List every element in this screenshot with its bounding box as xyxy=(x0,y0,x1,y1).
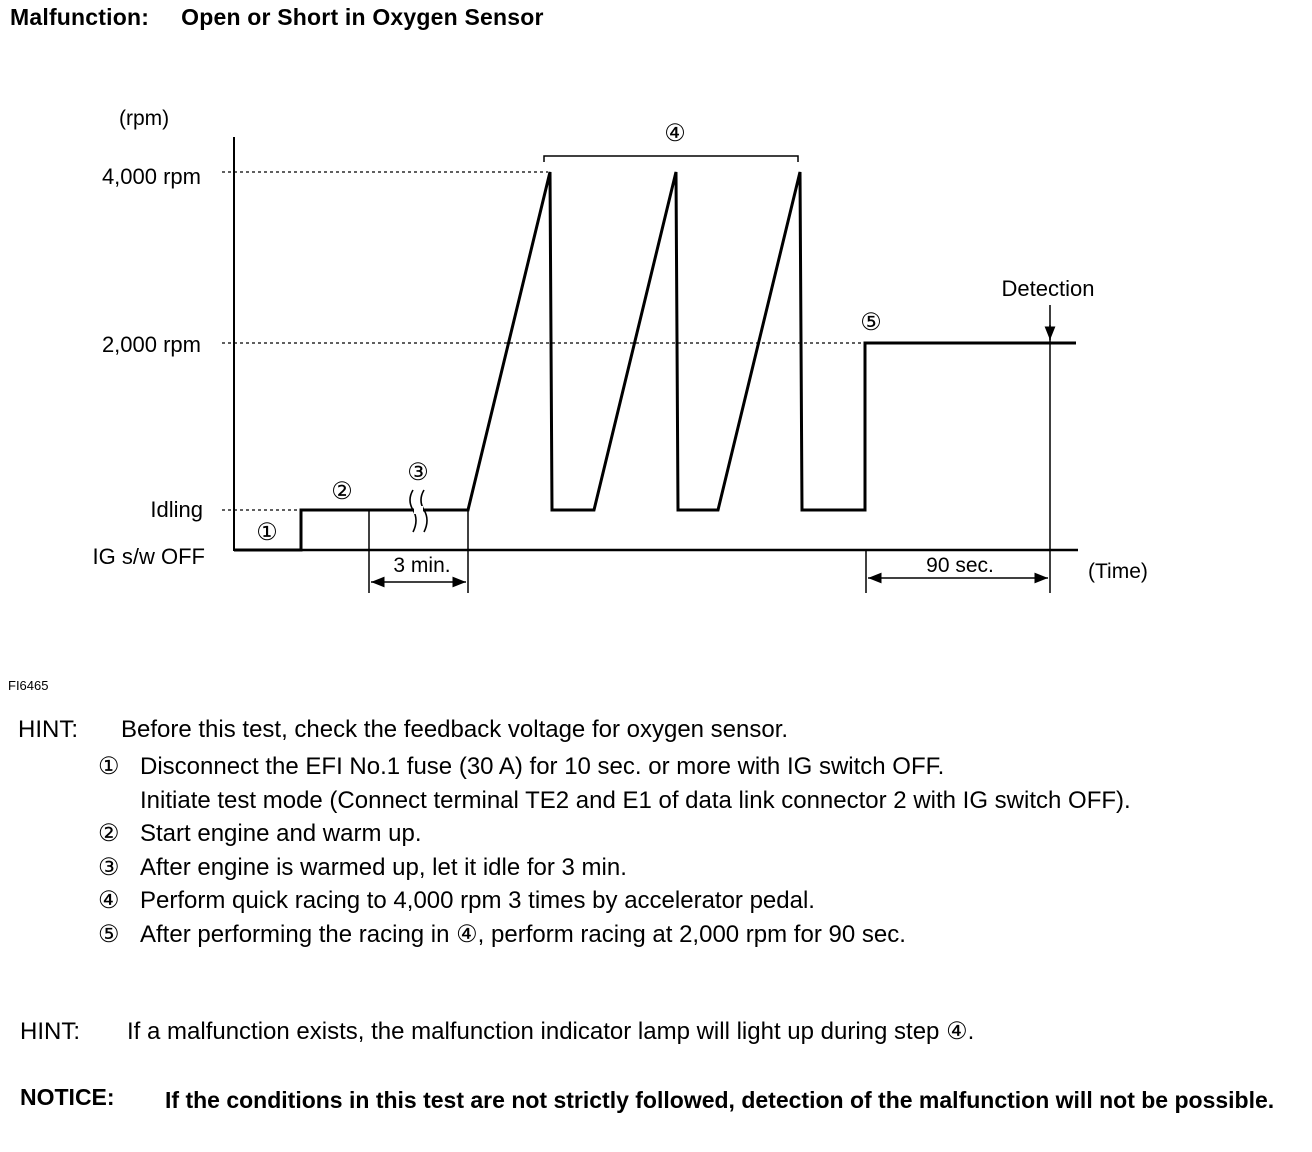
hint-2-label: HINT: xyxy=(20,1018,80,1045)
step-item-4 xyxy=(98,884,1298,918)
step-marker-2: ② xyxy=(331,478,353,505)
step-item-2 xyxy=(98,817,1298,851)
step-number: ② xyxy=(98,820,120,848)
rpm-profile-line xyxy=(234,172,1076,550)
notice-label: NOTICE: xyxy=(20,1084,115,1110)
step-item-1 xyxy=(98,750,1298,817)
notice-text: If the conditions in this test are not strictly followed, detection of the malfunction will not be possible. xyxy=(165,1087,1275,1113)
step-number: ③ xyxy=(98,853,120,881)
step4-bracket xyxy=(544,156,798,162)
level-4000: 4,000 rpm xyxy=(101,164,201,189)
title-label: Malfunction: xyxy=(10,4,150,30)
step-number: ① xyxy=(98,753,120,780)
y-unit-label: (rpm) xyxy=(119,107,170,130)
hint-1-text: Before this test, check the feedback voltage for oxygen sensor. xyxy=(121,716,789,743)
duration-3min: 3 min. xyxy=(393,554,451,577)
step-list xyxy=(98,750,1298,952)
level-idling: Idling xyxy=(150,497,203,522)
step-marker-4: ④ xyxy=(664,120,686,147)
step-marker-5: ⑤ xyxy=(860,309,882,336)
step-number: ⑤ xyxy=(98,920,120,948)
duration-90sec: 90 sec. xyxy=(926,554,994,577)
step-text: After engine is warmed up, let it idle for 3 min. xyxy=(140,853,627,881)
detection-label: Detection xyxy=(1001,276,1095,301)
hint-2 xyxy=(20,1017,974,1046)
hint-1-label: HINT: xyxy=(18,716,78,743)
hint-2-text: If a malfunction exists, the malfunction indicator lamp will light up during step ④. xyxy=(127,1018,975,1045)
step-text: After performing the racing in ④, perform racing at 2,000 rpm for 90 sec. xyxy=(140,920,906,948)
step-item-5 xyxy=(98,918,1298,952)
step-item-3 xyxy=(98,851,1298,885)
figure-code: FI6465 xyxy=(8,678,49,693)
step-text: Perform quick racing to 4,000 rpm 3 times by accelerator pedal. xyxy=(140,887,815,915)
step-text: Start engine and warm up. xyxy=(140,820,422,848)
step-number: ④ xyxy=(98,887,120,915)
level-ig-off: IG s/w OFF xyxy=(92,544,205,569)
title-text: Open or Short in Oxygen Sensor xyxy=(181,4,544,30)
step-text: Disconnect the EFI No.1 fuse (30 A) for 10 sec. or more with IG switch OFF. xyxy=(140,753,945,780)
x-unit-label: (Time) xyxy=(1088,560,1148,583)
hint-1 xyxy=(18,716,788,744)
step-marker-3: ③ xyxy=(407,459,429,486)
level-2000: 2,000 rpm xyxy=(101,332,201,357)
step-marker-1: ① xyxy=(256,519,278,546)
step-subtext: Initiate test mode (Connect terminal TE2 and E1 of data link connector 2 with IG switch OFF). xyxy=(140,786,1131,814)
